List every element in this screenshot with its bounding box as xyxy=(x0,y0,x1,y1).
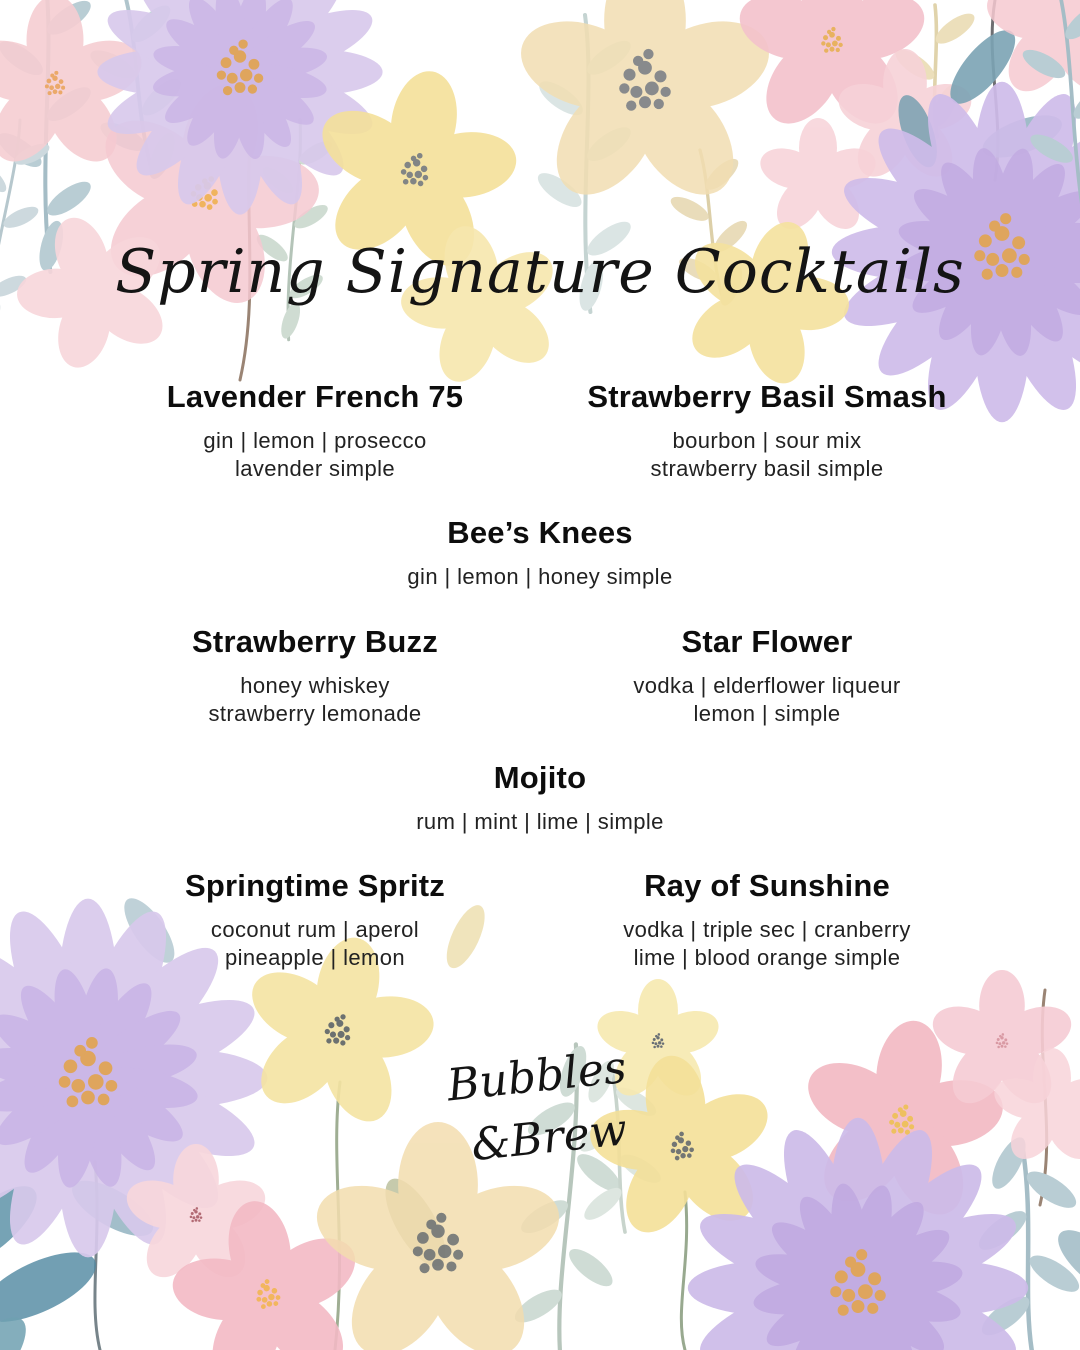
item-ingredients-line: strawberry basil simple xyxy=(650,456,884,481)
item-name: Strawberry Basil Smash xyxy=(587,379,947,414)
item-ingredients-line: lemon | simple xyxy=(693,701,841,726)
item-ingredients-line: vodka | triple sec | cranberry xyxy=(623,917,911,942)
item-ingredients-line: coconut rum | aperol xyxy=(210,917,420,942)
item-ingredients-line: rum | mint | lime | simple xyxy=(416,809,664,834)
item-ingredients-line: pineapple | lemon xyxy=(224,945,406,970)
brand-name-line-1: Bubbles xyxy=(444,1041,629,1112)
brand-name-line-2: &Brew xyxy=(468,1104,630,1172)
item-ingredients-line: bourbon | sour mix xyxy=(672,428,862,453)
menu-item-mojito xyxy=(290,758,790,836)
item-ingredients-line: honey whiskey xyxy=(240,673,390,698)
item-ingredients-line: gin | lemon | honey simple xyxy=(407,564,673,589)
item-ingredients-line: strawberry lemonade xyxy=(208,701,422,726)
menu-item-ray-of-sunshine xyxy=(492,866,1042,972)
item-name: Bee’s Knees xyxy=(447,515,633,550)
item-name: Lavender French 75 xyxy=(166,379,464,414)
item-name: Ray of Sunshine xyxy=(644,868,890,903)
menu-item-star-flower xyxy=(492,622,1042,728)
item-name: Star Flower xyxy=(681,624,853,659)
menu-item-bees-knees xyxy=(290,513,790,591)
item-ingredients-line: lavender simple xyxy=(234,456,396,481)
menu-title: Spring Signature Cocktails xyxy=(115,237,965,307)
item-name: Springtime Spritz xyxy=(184,868,446,903)
item-name: Strawberry Buzz xyxy=(192,624,438,659)
item-name: Mojito xyxy=(493,760,587,795)
item-ingredients-line: gin | lemon | prosecco xyxy=(203,428,427,453)
item-ingredients-line: lime | blood orange simple xyxy=(633,945,901,970)
menu-item-strawberry-basil-smash xyxy=(492,377,1042,483)
item-ingredients-line: vodka | elderflower liqueur xyxy=(633,673,901,698)
